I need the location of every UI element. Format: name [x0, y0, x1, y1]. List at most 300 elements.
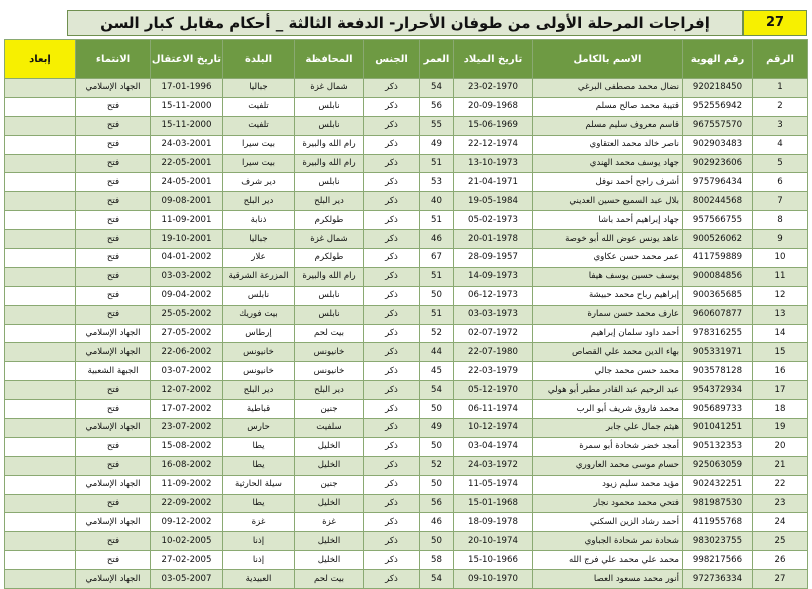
cell-dob: 22-12-1974 [454, 135, 533, 154]
cell-num: 9 [753, 230, 808, 249]
cell-affiliation: فتح [76, 437, 151, 456]
cell-arrest-date: 17-01-1996 [151, 79, 223, 98]
cell-arrest-date: 22-05-2001 [151, 154, 223, 173]
cell-affiliation: فتح [76, 551, 151, 570]
cell-num: 5 [753, 154, 808, 173]
cell-governorate: جنين [295, 400, 364, 419]
cell-num: 18 [753, 400, 808, 419]
cell-town: تلفيت [223, 97, 295, 116]
cell-affiliation: فتح [76, 267, 151, 286]
cell-num: 26 [753, 551, 808, 570]
cell-affiliation: فتح [76, 116, 151, 135]
cell-age: 49 [420, 419, 454, 438]
header-redo: إبعاد [5, 40, 76, 79]
cell-town: يطا [223, 437, 295, 456]
cell-governorate: سلفيت [295, 419, 364, 438]
cell-dob: 15-01-1968 [454, 494, 533, 513]
cell-redo [5, 116, 76, 135]
cell-redo [5, 211, 76, 230]
cell-affiliation: فتح [76, 211, 151, 230]
cell-num: 13 [753, 305, 808, 324]
cell-name: عبد الرحيم عبد القادر مطير أبو هولي [533, 381, 683, 400]
cell-num: 24 [753, 513, 808, 532]
cell-age: 45 [420, 362, 454, 381]
table-row [5, 173, 808, 192]
cell-name: ناصر خالد محمد العتقاوي [533, 135, 683, 154]
cell-num: 3 [753, 116, 808, 135]
cell-governorate: نابلس [295, 286, 364, 305]
header-governorate: المحافظة [295, 40, 364, 79]
table-row [5, 532, 808, 551]
prisoners-table [4, 39, 808, 589]
cell-age: 67 [420, 249, 454, 268]
cell-arrest-date: 03-05-2007 [151, 570, 223, 589]
cell-id: 900084856 [683, 267, 753, 286]
cell-redo [5, 513, 76, 532]
cell-id: 972736334 [683, 570, 753, 589]
cell-num: 23 [753, 494, 808, 513]
cell-governorate: دير البلح [295, 192, 364, 211]
table-row [5, 211, 808, 230]
cell-governorate: نابلس [295, 305, 364, 324]
cell-gender: ذكر [364, 249, 420, 268]
cell-num: 25 [753, 532, 808, 551]
header-dob: تاريخ الميلاد [454, 40, 533, 79]
cell-redo [5, 79, 76, 98]
cell-town: يطا [223, 456, 295, 475]
cell-arrest-date: 04-01-2002 [151, 249, 223, 268]
cell-redo [5, 230, 76, 249]
cell-redo [5, 267, 76, 286]
batch-number-badge: 27 [743, 10, 807, 36]
cell-age: 55 [420, 116, 454, 135]
sheet-title: إفراجات المرحلة الأولى من طوفان الأحرار- الدفعة الثالثة _ أحكام مقابل كبار السن [67, 10, 743, 36]
cell-arrest-date: 15-11-2000 [151, 97, 223, 116]
cell-name: جهاد يوسف محمد الهندي [533, 154, 683, 173]
cell-affiliation: فتح [76, 532, 151, 551]
cell-gender: ذكر [364, 211, 420, 230]
cell-num: 21 [753, 456, 808, 475]
cell-num: 15 [753, 343, 808, 362]
table-row [5, 513, 808, 532]
cell-town: إذنا [223, 551, 295, 570]
cell-arrest-date: 19-10-2001 [151, 230, 223, 249]
cell-id: 902903483 [683, 135, 753, 154]
cell-redo [5, 475, 76, 494]
cell-name: قاسم معروف سليم مسلم [533, 116, 683, 135]
cell-name: مؤيد محمد سليم زيود [533, 475, 683, 494]
header-num: الرقم [753, 40, 808, 79]
cell-affiliation: فتح [76, 305, 151, 324]
cell-arrest-date: 10-02-2005 [151, 532, 223, 551]
cell-dob: 20-01-1978 [454, 230, 533, 249]
cell-affiliation: الجهاد الإسلامي [76, 79, 151, 98]
cell-gender: ذكر [364, 230, 420, 249]
cell-redo [5, 173, 76, 192]
cell-arrest-date: 15-08-2002 [151, 437, 223, 456]
cell-governorate: غزة [295, 513, 364, 532]
cell-num: 1 [753, 79, 808, 98]
cell-dob: 03-04-1974 [454, 437, 533, 456]
cell-redo [5, 305, 76, 324]
cell-town: علار [223, 249, 295, 268]
cell-num: 6 [753, 173, 808, 192]
cell-gender: ذكر [364, 570, 420, 589]
cell-redo [5, 249, 76, 268]
cell-dob: 14-09-1973 [454, 267, 533, 286]
cell-arrest-date: 11-09-2002 [151, 475, 223, 494]
cell-name: حسام موسى محمد العاروري [533, 456, 683, 475]
cell-redo [5, 154, 76, 173]
cell-age: 56 [420, 97, 454, 116]
cell-age: 54 [420, 381, 454, 400]
table-row [5, 230, 808, 249]
cell-town: غزة [223, 513, 295, 532]
cell-num: 22 [753, 475, 808, 494]
cell-redo [5, 135, 76, 154]
cell-id: 902432251 [683, 475, 753, 494]
cell-dob: 21-04-1971 [454, 173, 533, 192]
cell-town: دير البلح [223, 192, 295, 211]
cell-gender: ذكر [364, 456, 420, 475]
cell-dob: 28-09-1957 [454, 249, 533, 268]
cell-town: إذنا [223, 532, 295, 551]
cell-num: 19 [753, 419, 808, 438]
cell-town: إرطاس [223, 324, 295, 343]
cell-age: 50 [420, 532, 454, 551]
cell-id: 960607877 [683, 305, 753, 324]
cell-age: 50 [420, 437, 454, 456]
table-row [5, 400, 808, 419]
cell-dob: 20-09-1968 [454, 97, 533, 116]
cell-num: 2 [753, 97, 808, 116]
cell-redo [5, 437, 76, 456]
cell-id: 920218450 [683, 79, 753, 98]
cell-name: هيثم جمال علي جابر [533, 419, 683, 438]
cell-gender: ذكر [364, 154, 420, 173]
cell-affiliation: فتح [76, 400, 151, 419]
cell-gender: ذكر [364, 192, 420, 211]
cell-gender: ذكر [364, 116, 420, 135]
cell-arrest-date: 23-07-2002 [151, 419, 223, 438]
table-row [5, 362, 808, 381]
cell-gender: ذكر [364, 286, 420, 305]
cell-num: 14 [753, 324, 808, 343]
cell-governorate: نابلس [295, 116, 364, 135]
cell-id: 903578128 [683, 362, 753, 381]
cell-town: العبيدية [223, 570, 295, 589]
table-row [5, 494, 808, 513]
cell-name: محمد علي محمد علي فرج الله [533, 551, 683, 570]
cell-age: 54 [420, 570, 454, 589]
cell-arrest-date: 24-05-2001 [151, 173, 223, 192]
cell-id: 983023755 [683, 532, 753, 551]
cell-id: 900526062 [683, 230, 753, 249]
table-row [5, 343, 808, 362]
cell-town: جباليا [223, 230, 295, 249]
cell-dob: 23-02-1970 [454, 79, 533, 98]
cell-arrest-date: 11-09-2001 [151, 211, 223, 230]
cell-dob: 02-07-1972 [454, 324, 533, 343]
table-row [5, 437, 808, 456]
cell-arrest-date: 25-05-2002 [151, 305, 223, 324]
cell-name: بلال عبد السميع حسين العديني [533, 192, 683, 211]
cell-redo [5, 192, 76, 211]
cell-id: 978316255 [683, 324, 753, 343]
cell-gender: ذكر [364, 343, 420, 362]
cell-affiliation: فتح [76, 97, 151, 116]
cell-town: جباليا [223, 79, 295, 98]
table-row [5, 419, 808, 438]
table-row [5, 116, 808, 135]
cell-dob: 11-05-1974 [454, 475, 533, 494]
cell-id: 800244568 [683, 192, 753, 211]
cell-name: أحمد داود سلمان إبراهيم [533, 324, 683, 343]
table-row [5, 551, 808, 570]
header-arrest-date: تاريخ الاعتقال [151, 40, 223, 79]
cell-town: دير البلح [223, 381, 295, 400]
header-name: الاسم بالكامل [533, 40, 683, 79]
cell-affiliation: فتح [76, 135, 151, 154]
cell-affiliation: الجبهة الشعبية [76, 362, 151, 381]
cell-name: عاهد يونس عوض الله أبو خوصة [533, 230, 683, 249]
cell-age: 52 [420, 324, 454, 343]
cell-id: 900365685 [683, 286, 753, 305]
cell-arrest-date: 17-07-2002 [151, 400, 223, 419]
cell-id: 975796434 [683, 173, 753, 192]
cell-affiliation: الجهاد الإسلامي [76, 343, 151, 362]
cell-town: خانيونس [223, 343, 295, 362]
cell-gender: ذكر [364, 305, 420, 324]
cell-id: 952556942 [683, 97, 753, 116]
cell-affiliation: فتح [76, 154, 151, 173]
cell-governorate: الخليل [295, 437, 364, 456]
cell-age: 58 [420, 551, 454, 570]
cell-town: ذنابة [223, 211, 295, 230]
table-row [5, 249, 808, 268]
header-id: رقم الهوية [683, 40, 753, 79]
cell-arrest-date: 16-08-2002 [151, 456, 223, 475]
cell-governorate: بيت لحم [295, 324, 364, 343]
cell-dob: 03-03-1973 [454, 305, 533, 324]
cell-gender: ذكر [364, 381, 420, 400]
cell-affiliation: فتح [76, 381, 151, 400]
cell-arrest-date: 24-03-2001 [151, 135, 223, 154]
cell-name: إبراهيم رباح محمد حبيشة [533, 286, 683, 305]
cell-governorate: الخليل [295, 551, 364, 570]
cell-id: 925063059 [683, 456, 753, 475]
table-row [5, 381, 808, 400]
cell-arrest-date: 03-03-2002 [151, 267, 223, 286]
cell-redo [5, 532, 76, 551]
cell-age: 50 [420, 475, 454, 494]
cell-redo [5, 551, 76, 570]
cell-name: محمد حسن محمد جالي [533, 362, 683, 381]
cell-town: المزرعة الشرقية [223, 267, 295, 286]
cell-governorate: طولكرم [295, 211, 364, 230]
cell-affiliation: فتح [76, 456, 151, 475]
cell-dob: 19-05-1984 [454, 192, 533, 211]
cell-town: بيت سيرا [223, 135, 295, 154]
cell-governorate: بيت لحم [295, 570, 364, 589]
cell-name: عارف محمد حسن سمارة [533, 305, 683, 324]
header-age: العمر [420, 40, 454, 79]
cell-age: 56 [420, 494, 454, 513]
cell-affiliation: فتح [76, 173, 151, 192]
cell-name: أشرف راجح أحمد نوفل [533, 173, 683, 192]
cell-age: 49 [420, 135, 454, 154]
cell-age: 52 [420, 456, 454, 475]
cell-gender: ذكر [364, 475, 420, 494]
cell-id: 905689733 [683, 400, 753, 419]
cell-redo [5, 324, 76, 343]
cell-town: خانيونس [223, 362, 295, 381]
cell-gender: ذكر [364, 362, 420, 381]
cell-governorate: رام الله والبيرة [295, 154, 364, 173]
cell-affiliation: فتح [76, 230, 151, 249]
cell-governorate: شمال غزة [295, 230, 364, 249]
cell-town: سيلة الحارثية [223, 475, 295, 494]
cell-affiliation: الجهاد الإسلامي [76, 513, 151, 532]
cell-dob: 09-10-1970 [454, 570, 533, 589]
cell-town: حارس [223, 419, 295, 438]
table-row [5, 154, 808, 173]
cell-arrest-date: 12-07-2002 [151, 381, 223, 400]
cell-id: 967557570 [683, 116, 753, 135]
cell-arrest-date: 09-04-2002 [151, 286, 223, 305]
cell-num: 20 [753, 437, 808, 456]
cell-arrest-date: 09-08-2001 [151, 192, 223, 211]
cell-affiliation: الجهاد الإسلامي [76, 570, 151, 589]
cell-dob: 18-09-1978 [454, 513, 533, 532]
cell-id: 901041251 [683, 419, 753, 438]
table-row [5, 192, 808, 211]
cell-id: 411759889 [683, 249, 753, 268]
cell-gender: ذكر [364, 324, 420, 343]
cell-num: 27 [753, 570, 808, 589]
cell-age: 46 [420, 513, 454, 532]
cell-id: 902923606 [683, 154, 753, 173]
cell-dob: 06-11-1974 [454, 400, 533, 419]
cell-num: 10 [753, 249, 808, 268]
cell-gender: ذكر [364, 532, 420, 551]
cell-governorate: خانيونس [295, 343, 364, 362]
cell-dob: 15-06-1969 [454, 116, 533, 135]
table-row [5, 475, 808, 494]
cell-age: 44 [420, 343, 454, 362]
cell-town: دير شرف [223, 173, 295, 192]
cell-governorate: دير البلح [295, 381, 364, 400]
cell-dob: 05-12-1970 [454, 381, 533, 400]
table-row [5, 324, 808, 343]
cell-redo [5, 381, 76, 400]
cell-num: 11 [753, 267, 808, 286]
cell-town: بيت فوريك [223, 305, 295, 324]
cell-id: 905331971 [683, 343, 753, 362]
cell-redo [5, 362, 76, 381]
cell-affiliation: الجهاد الإسلامي [76, 475, 151, 494]
cell-town: يطا [223, 494, 295, 513]
cell-id: 998217566 [683, 551, 753, 570]
cell-arrest-date: 27-02-2005 [151, 551, 223, 570]
cell-num: 12 [753, 286, 808, 305]
cell-gender: ذكر [364, 400, 420, 419]
cell-affiliation: فتح [76, 286, 151, 305]
table-row [5, 456, 808, 475]
cell-num: 8 [753, 211, 808, 230]
cell-affiliation: الجهاد الإسلامي [76, 324, 151, 343]
cell-dob: 15-10-1966 [454, 551, 533, 570]
cell-age: 50 [420, 400, 454, 419]
cell-age: 46 [420, 230, 454, 249]
cell-affiliation: الجهاد الإسلامي [76, 419, 151, 438]
cell-governorate: رام الله والبيرة [295, 135, 364, 154]
cell-id: 905132353 [683, 437, 753, 456]
cell-redo [5, 97, 76, 116]
cell-governorate: شمال غزة [295, 79, 364, 98]
table-row [5, 570, 808, 589]
cell-gender: ذكر [364, 494, 420, 513]
cell-dob: 10-12-1974 [454, 419, 533, 438]
cell-gender: ذكر [364, 513, 420, 532]
cell-redo [5, 400, 76, 419]
cell-governorate: نابلس [295, 97, 364, 116]
header-row [5, 40, 808, 79]
table-row [5, 305, 808, 324]
cell-name: بهاء الدين محمد علي القصاص [533, 343, 683, 362]
cell-gender: ذكر [364, 267, 420, 286]
cell-age: 54 [420, 79, 454, 98]
cell-name: أحمد رشاد الزين السكني [533, 513, 683, 532]
cell-gender: ذكر [364, 79, 420, 98]
cell-town: قباطية [223, 400, 295, 419]
cell-dob: 06-12-1973 [454, 286, 533, 305]
cell-gender: ذكر [364, 437, 420, 456]
cell-age: 50 [420, 286, 454, 305]
cell-town: نابلس [223, 286, 295, 305]
cell-governorate: نابلس [295, 173, 364, 192]
cell-num: 4 [753, 135, 808, 154]
cell-id: 981987530 [683, 494, 753, 513]
cell-age: 51 [420, 267, 454, 286]
cell-governorate: خانيونس [295, 362, 364, 381]
cell-name: جهاد إبراهيم أحمد باشا [533, 211, 683, 230]
cell-affiliation: فتح [76, 494, 151, 513]
cell-affiliation: فتح [76, 192, 151, 211]
cell-dob: 22-07-1980 [454, 343, 533, 362]
cell-dob: 13-10-1973 [454, 154, 533, 173]
cell-age: 51 [420, 211, 454, 230]
table-row [5, 135, 808, 154]
cell-age: 53 [420, 173, 454, 192]
cell-name: أنور محمد مسعود العصا [533, 570, 683, 589]
cell-redo [5, 456, 76, 475]
cell-name: فتحي محمد محمود نجار [533, 494, 683, 513]
cell-name: نضال محمد مصطفى البرغي [533, 79, 683, 98]
cell-town: تلفيت [223, 116, 295, 135]
cell-name: أمجد خضر شحادة أبو سمرة [533, 437, 683, 456]
cell-town: بيت سيرا [223, 154, 295, 173]
cell-arrest-date: 27-05-2002 [151, 324, 223, 343]
cell-redo [5, 286, 76, 305]
cell-governorate: طولكرم [295, 249, 364, 268]
cell-name: يوسف حسين يوسف هيفا [533, 267, 683, 286]
cell-id: 954372934 [683, 381, 753, 400]
cell-id: 957566755 [683, 211, 753, 230]
cell-gender: ذكر [364, 419, 420, 438]
cell-governorate: جنين [295, 475, 364, 494]
cell-age: 51 [420, 305, 454, 324]
